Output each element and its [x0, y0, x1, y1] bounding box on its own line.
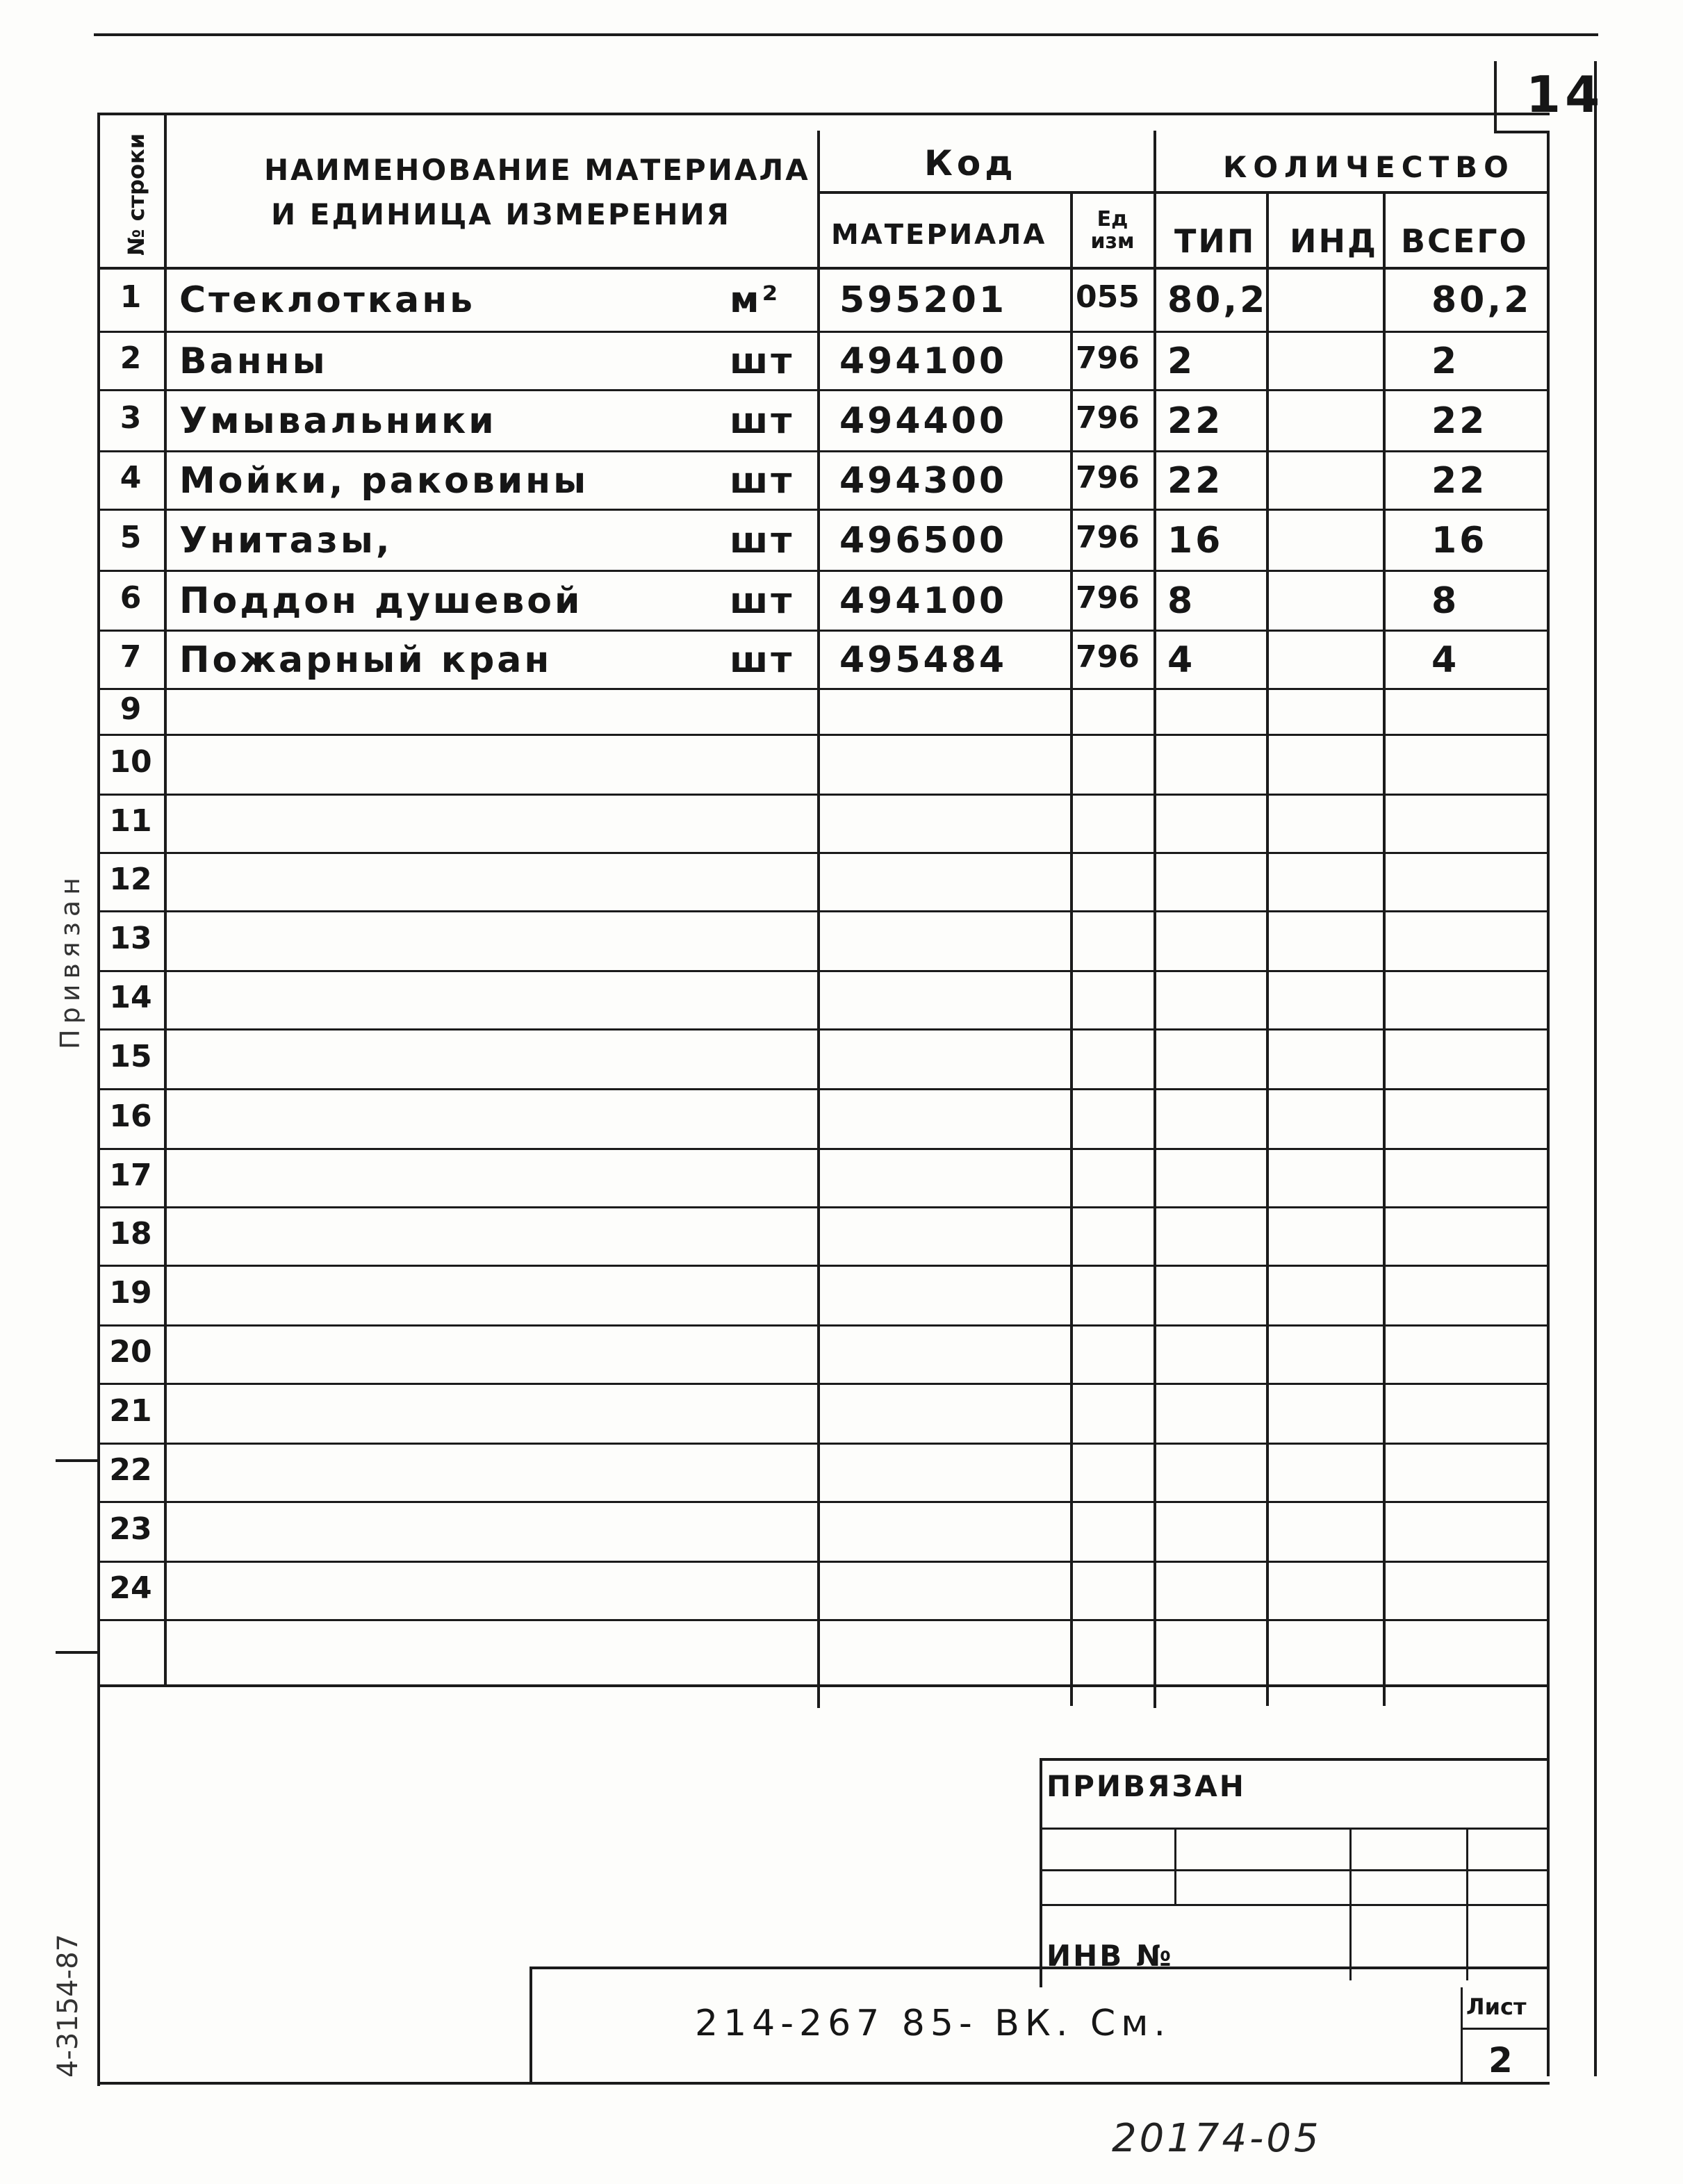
total-header: ВСЕГО: [1401, 222, 1529, 260]
row-line: [97, 570, 1550, 572]
quantity-total: 8: [1431, 580, 1460, 622]
row-number: 13: [109, 921, 152, 956]
title-box-left: [529, 1967, 532, 2085]
sheet-corner-number: 14: [1526, 65, 1604, 124]
row-number: 18: [109, 1216, 152, 1251]
sheet-bottom: [97, 2082, 1550, 2085]
unit: шт: [730, 580, 795, 622]
col-sep-2: [817, 131, 820, 1708]
unit-code: 796: [1076, 400, 1140, 436]
bottom-code: 20174-05: [1112, 2116, 1322, 2161]
header-mid-line: [817, 191, 1547, 194]
stamp-col-1: [1174, 1828, 1176, 1904]
col-sep-6: [1383, 191, 1386, 1706]
row-number: 4: [120, 460, 142, 495]
list-box-mid: [1461, 2028, 1547, 2030]
name-header-line1: НАИМЕНОВАНИЕ МАТЕРИАЛА: [264, 153, 810, 187]
row-number: 9: [120, 691, 142, 727]
material-name: Мойки, раковины: [179, 460, 589, 502]
row-number: 23: [109, 1511, 152, 1547]
material-name: Унитазы,: [179, 520, 393, 561]
stamp-line-1: [1040, 1828, 1547, 1830]
row-line: [97, 1324, 1550, 1327]
privyazan-label: ПРИВЯЗАН: [1046, 1769, 1246, 1803]
code-header: Код: [924, 143, 1017, 183]
table-bottom: [97, 1684, 1550, 1687]
row-number: 19: [109, 1275, 152, 1311]
margin-tick-2: [56, 1651, 100, 1654]
row-number: 12: [109, 862, 152, 897]
title-box-top: [529, 1967, 1547, 1969]
quantity-total: 2: [1431, 340, 1460, 382]
table-top: [97, 113, 1550, 115]
list-number: 2: [1488, 2040, 1517, 2080]
quantity-tip: 4: [1167, 639, 1196, 681]
row-number: 20: [109, 1334, 152, 1370]
row-number: 16: [109, 1099, 152, 1134]
corner-box-bottom: [1494, 131, 1550, 133]
top-border: [94, 33, 1598, 36]
stamp-line-3: [1040, 1904, 1547, 1906]
material-name: Пожарный кран: [179, 639, 552, 681]
material-code-header: МАТЕРИАЛА: [831, 219, 1047, 251]
row-line: [97, 331, 1550, 333]
row-line: [97, 1501, 1550, 1503]
row-line: [97, 450, 1550, 452]
row-number: 14: [109, 980, 152, 1015]
unit-code: 796: [1076, 460, 1140, 495]
row-line: [97, 630, 1550, 632]
list-label: Лист: [1466, 1994, 1527, 2020]
row-number: 24: [109, 1570, 152, 1606]
unit: шт: [730, 400, 795, 442]
material-name: Умывальники: [179, 400, 497, 442]
row-line: [97, 509, 1550, 511]
quantity-total: 80,2: [1431, 279, 1532, 321]
material-name: Ванны: [179, 340, 328, 382]
col-sep-1: [164, 113, 167, 1684]
material-code: 495484: [839, 639, 1008, 681]
left-border: [97, 113, 100, 2086]
material-code: 494300: [839, 460, 1008, 502]
row-number: 11: [109, 803, 152, 839]
row-line: [97, 852, 1550, 854]
stamp-line-2: [1040, 1869, 1547, 1871]
row-line: [97, 1619, 1550, 1621]
quantity-total: 4: [1431, 639, 1460, 681]
stamp-col-3: [1466, 1828, 1468, 1980]
unit: шт: [730, 639, 795, 681]
quantity-tip: 8: [1167, 580, 1196, 622]
ind-header: ИНД: [1290, 222, 1378, 260]
tip-header: ТИП: [1174, 222, 1256, 260]
margin-left-label: Привязан: [55, 872, 85, 1049]
row-number: 2: [120, 340, 142, 376]
row-number: 21: [109, 1393, 152, 1429]
material-code: 494100: [839, 580, 1008, 622]
list-box-left: [1461, 1987, 1463, 2085]
unit: шт: [730, 340, 795, 382]
row-line: [97, 1265, 1550, 1267]
quantity-total: 22: [1431, 400, 1488, 442]
material-name: Стеклоткань: [179, 279, 476, 321]
document-code: 214-267 85- ВК. См.: [695, 2003, 1171, 2044]
quantity-total: 16: [1431, 520, 1488, 561]
material-code: 496500: [839, 520, 1008, 561]
unit: шт: [730, 520, 795, 561]
quantity-tip: 2: [1167, 340, 1196, 382]
stamp-col-2: [1349, 1828, 1352, 1980]
col-sep-4: [1154, 131, 1156, 1708]
row-line: [97, 1383, 1550, 1385]
margin-left-code: 4-3154-87: [52, 1933, 84, 2078]
row-line: [97, 1443, 1550, 1445]
row-line: [97, 794, 1550, 796]
quantity-tip: 80,2: [1167, 279, 1268, 321]
material-name: Поддон душевой: [179, 580, 583, 622]
row-no-header: № строки: [123, 133, 149, 256]
quantity-total: 22: [1431, 460, 1488, 502]
corner-box-left: [1494, 61, 1497, 133]
row-line: [97, 389, 1550, 391]
row-line: [97, 1561, 1550, 1563]
row-line: [97, 734, 1550, 736]
quantity-header: КОЛИЧЕСТВО: [1223, 150, 1515, 184]
stamp-left: [1040, 1758, 1042, 1987]
row-number: 7: [120, 639, 142, 675]
unit-code: 055: [1076, 279, 1140, 315]
stamp-top: [1040, 1758, 1547, 1761]
row-line: [97, 910, 1550, 912]
row-number: 10: [109, 744, 152, 780]
row-number: 5: [120, 520, 142, 555]
material-code: 494400: [839, 400, 1008, 442]
row-line: [97, 1206, 1550, 1208]
quantity-tip: 16: [1167, 520, 1224, 561]
row-number: 3: [120, 400, 142, 436]
row-number: 22: [109, 1452, 152, 1488]
col-sep-5: [1266, 191, 1269, 1706]
material-code: 494100: [839, 340, 1008, 382]
row-number: 17: [109, 1158, 152, 1193]
inv-label: ИНВ №: [1046, 1939, 1174, 1973]
row-number: 15: [109, 1039, 152, 1074]
margin-tick-1: [56, 1459, 100, 1462]
row-number: 6: [120, 580, 142, 616]
material-code: 595201: [839, 279, 1008, 321]
unit-code: 796: [1076, 580, 1140, 616]
right-border: [1594, 61, 1597, 2076]
unit-code: 796: [1076, 340, 1140, 376]
row-line: [97, 1148, 1550, 1150]
unit: м²: [730, 279, 781, 321]
table-right: [1547, 131, 1550, 2076]
name-header-line2: И ЕДИНИЦА ИЗМЕРЕНИЯ: [271, 197, 732, 231]
unit-code-header: Ед изм: [1090, 207, 1135, 254]
quantity-tip: 22: [1167, 460, 1224, 502]
unit: шт: [730, 460, 795, 502]
col-sep-3: [1070, 191, 1073, 1706]
row-line: [97, 1088, 1550, 1090]
unit-code: 796: [1076, 520, 1140, 555]
row-line: [97, 970, 1550, 972]
unit-code: 796: [1076, 639, 1140, 675]
quantity-tip: 22: [1167, 400, 1224, 442]
row-number: 1: [120, 279, 142, 315]
row-line: [97, 1028, 1550, 1031]
row-line: [97, 688, 1550, 690]
header-bottom-line: [97, 267, 1550, 270]
